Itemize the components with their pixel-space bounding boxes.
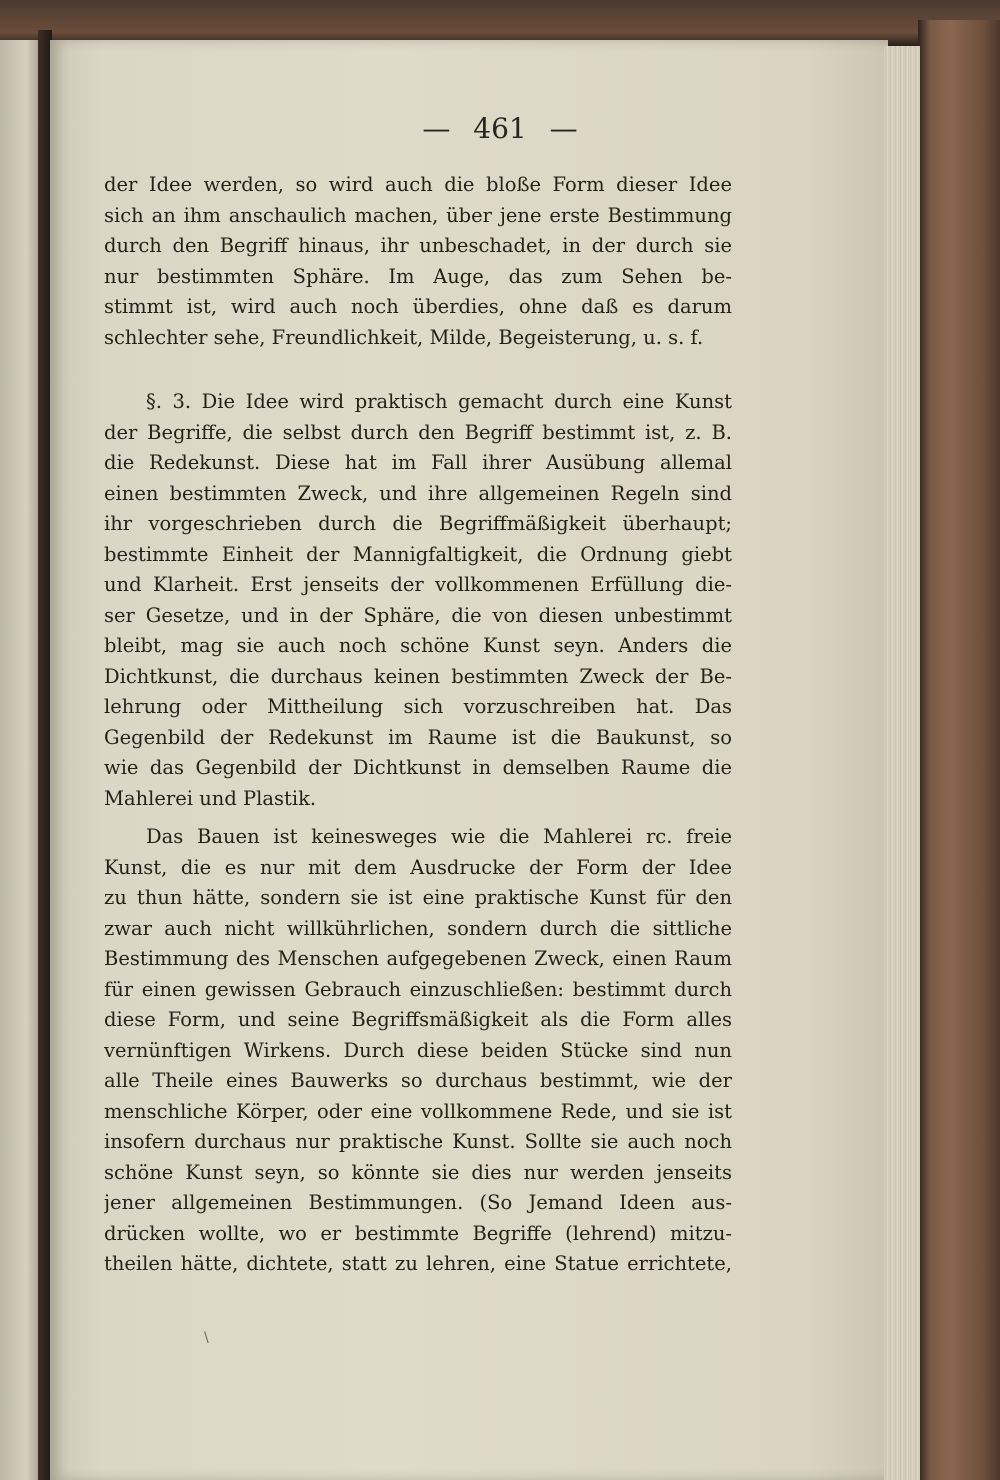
page-stack-edges: [884, 46, 920, 1480]
text-line: Das Bauen ist keinesweges wie die Mahlerei rc. freie: [146, 825, 732, 848]
text-line: ser Gesetze, und in der Sphäre, die von diesen unbestimmt: [104, 603, 732, 627]
header-dash-left: —: [422, 112, 451, 145]
paragraph-2: [104, 387, 732, 814]
margin-mark: \: [204, 1330, 209, 1346]
text-line: drücken wollte, wo er bestimmte Begriffe (lehrend) mitzu-: [104, 1221, 732, 1245]
text-line: der Idee werden, so wird auch die bloße Form dieser Idee: [104, 173, 732, 196]
text-line: diese Form, und seine Begriffsmäßigkeit als die Form alles: [104, 1008, 732, 1031]
text-line: durch den Begriff hinaus, ihr unbeschadet, in der durch sie: [104, 234, 732, 257]
text-line: Kunst, die es nur mit dem Ausdrucke der Form der Idee: [104, 855, 732, 879]
text-line: schöne Kunst seyn, so könnte sie dies nur werden jenseits: [104, 1160, 732, 1184]
paragraph-1: [104, 170, 732, 353]
text-line: menschliche Körper, oder eine vollkommene Rede, und sie ist: [104, 1099, 732, 1123]
text-line: schlechter sehe, Freundlichkeit, Milde, Begeisterung, u. s. f.: [104, 325, 704, 349]
page-header: [0, 112, 1000, 145]
book-right-cover: [918, 20, 1000, 1480]
text-line: sich an ihm anschaulich machen, über jene erste Bestimmung: [104, 203, 732, 227]
text-line: Bestimmung des Menschen aufgegebenen Zweck, einen Raum: [104, 947, 732, 970]
text-line: der Begriffe, die selbst durch den Begriff bestimmt ist, z. B.: [104, 420, 732, 444]
text-line: nur bestimmten Sphäre. Im Auge, das zum Sehen be-: [104, 264, 732, 288]
text-line: zwar auch nicht willkührlichen, sondern durch die sittliche: [104, 916, 732, 940]
page-number: 461: [473, 112, 527, 145]
text-line: lehrung oder Mittheilung sich vorzuschreiben hat. Das: [104, 695, 732, 718]
text-line: bleibt, mag sie auch noch schöne Kunst seyn. Anders die: [104, 634, 732, 657]
text-line: und Klarheit. Erst jenseits der vollkommenen Erfüllung die-: [104, 573, 732, 596]
header-dash-right: —: [549, 112, 578, 145]
text-line: ihr vorgeschrieben durch die Begriffmäßigkeit überhaupt;: [104, 512, 732, 535]
text-line: Mahlerei und Plastik.: [104, 786, 317, 810]
text-line: die Redekunst. Diese hat im Fall ihrer Ausübung allemal: [104, 451, 732, 474]
text-line: insofern durchaus nur praktische Kunst. Sollte sie auch noch: [104, 1130, 732, 1153]
text-line: Dichtkunst, die durchaus keinen bestimmten Zweck der Be-: [104, 664, 732, 688]
text-line: theilen hätte, dichtete, statt zu lehren, eine Statue errichtete,: [104, 1252, 732, 1275]
text-line: zu thun hätte, sondern sie ist eine praktische Kunst für den: [104, 886, 732, 909]
text-line: alle Theile eines Bauwerks so durchaus bestimmt, wie der: [104, 1069, 732, 1092]
text-line: jener allgemeinen Bestimmungen. (So Jemand Ideen aus-: [104, 1191, 732, 1214]
text-line: wie das Gegenbild der Dichtkunst in demselben Raume die: [104, 756, 732, 779]
text-line: einen bestimmten Zweck, und ihre allgemeinen Regeln sind: [104, 481, 732, 505]
text-line: vernünftigen Wirkens. Durch diese beiden Stücke sind nun: [104, 1038, 732, 1062]
text-line: Gegenbild der Redekunst im Raume ist die Baukunst, so: [104, 725, 732, 749]
paragraph-3: [104, 822, 732, 1280]
text-line: §. 3. Die Idee wird praktisch gemacht durch eine Kunst: [146, 390, 732, 413]
text-line: für einen gewissen Gebrauch einzuschließen: bestimmt durch: [104, 977, 732, 1001]
text-line: bestimmte Einheit der Mannigfaltigkeit, die Ordnung giebt: [104, 542, 732, 566]
text-line: stimmt ist, wird auch noch überdies, ohne daß es darum: [104, 295, 732, 318]
